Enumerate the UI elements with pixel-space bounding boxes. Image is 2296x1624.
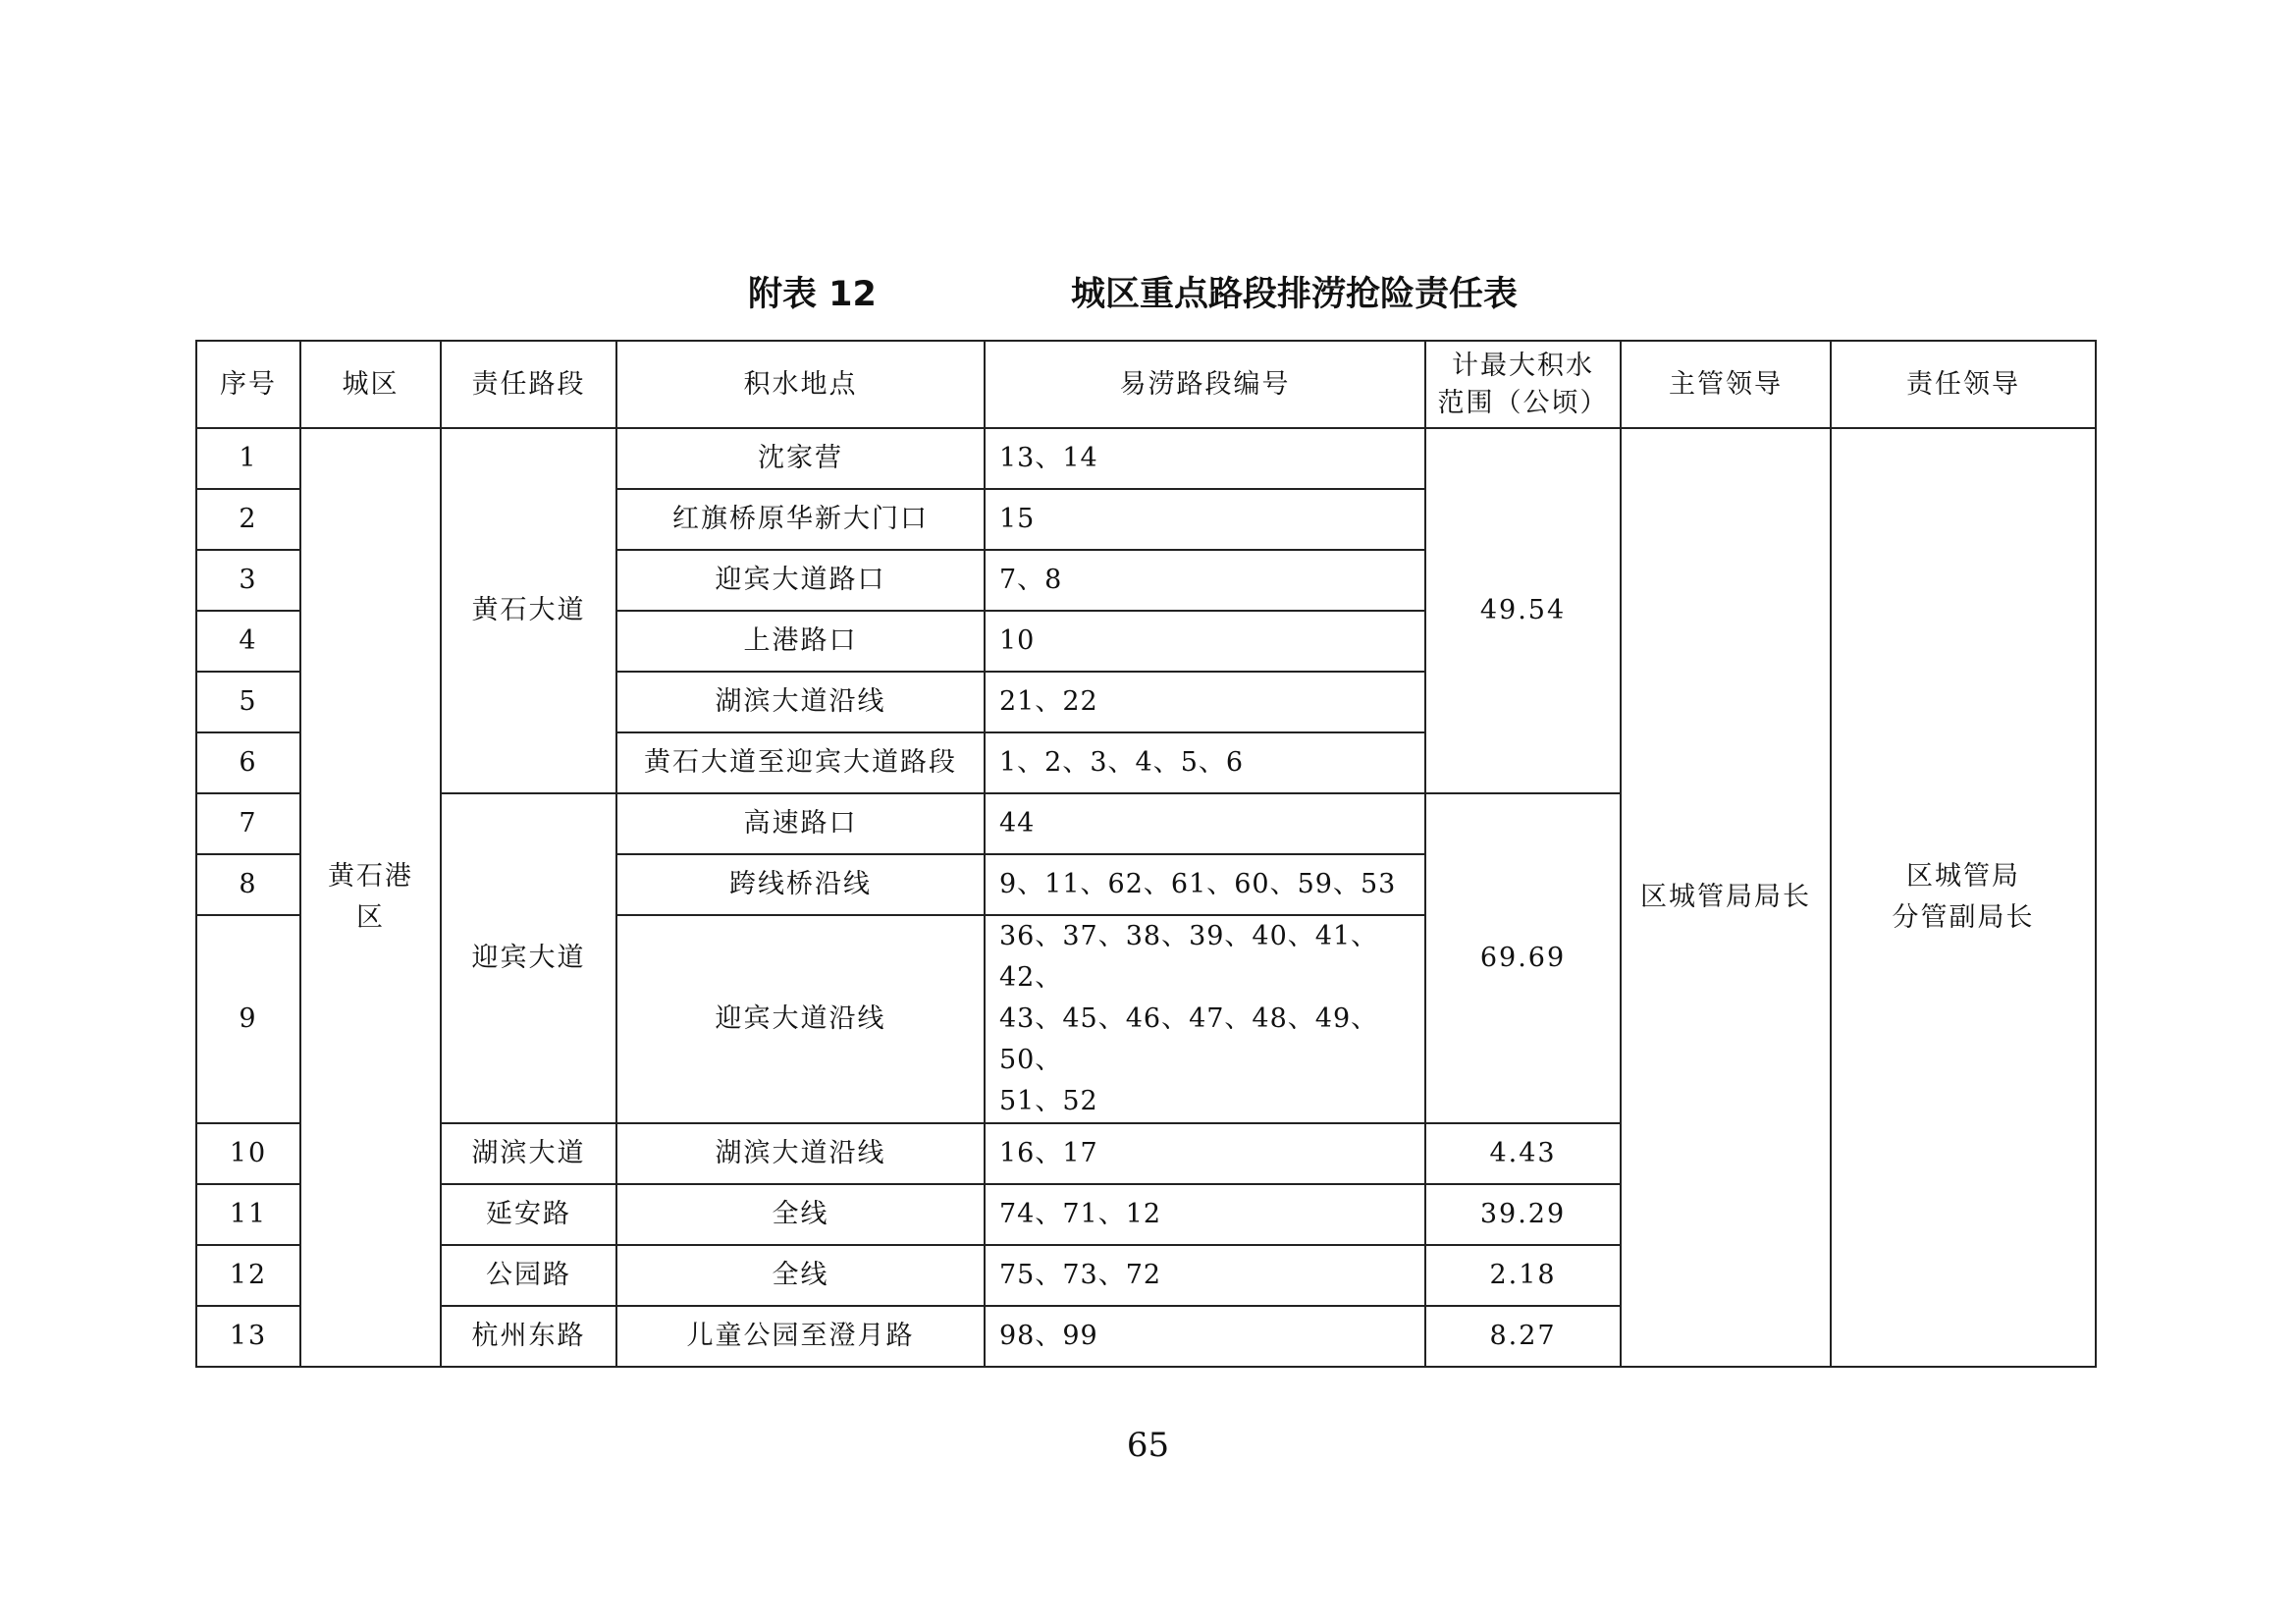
table-row (196, 428, 2096, 489)
road-cell: 黄石大道 (441, 428, 616, 793)
codes-line: 51、52 (999, 1086, 1098, 1116)
responsible-line2: 分管副局长 (1892, 902, 2035, 933)
responsibility-table (195, 340, 2097, 1368)
row-seq: 1 (196, 428, 300, 489)
row-codes: 13、14 (985, 428, 1425, 489)
district-line1: 黄石港 (328, 861, 413, 892)
district-cell (300, 428, 441, 1367)
row-location: 红旗桥原华新大门口 (616, 489, 985, 550)
district-line2: 区 (356, 902, 385, 933)
row-codes: 98、99 (985, 1306, 1425, 1367)
row-location: 迎宾大道沿线 (616, 915, 985, 1123)
area-cell: 2.18 (1425, 1245, 1621, 1306)
header-road: 责任路段 (441, 341, 616, 428)
row-location: 儿童公园至澄月路 (616, 1306, 985, 1367)
row-seq: 13 (196, 1306, 300, 1367)
road-cell: 湖滨大道 (441, 1123, 616, 1184)
header-area (1425, 341, 1621, 428)
road-cell: 杭州东路 (441, 1306, 616, 1367)
row-codes: 9、11、62、61、60、59、53 (985, 854, 1425, 915)
area-cell: 39.29 (1425, 1184, 1621, 1245)
codes-line: 43、45、46、47、48、49、50、 (999, 1003, 1379, 1075)
row-seq: 4 (196, 611, 300, 672)
row-location: 全线 (616, 1245, 985, 1306)
row-location: 跨线桥沿线 (616, 854, 985, 915)
row-codes: 7、8 (985, 550, 1425, 611)
page-number: 65 (1126, 1426, 1170, 1465)
header-district: 城区 (300, 341, 441, 428)
row-location: 湖滨大道沿线 (616, 1123, 985, 1184)
row-location: 上港路口 (616, 611, 985, 672)
table-number: 附表 12 (748, 275, 877, 314)
row-codes: 15 (985, 489, 1425, 550)
row-seq: 11 (196, 1184, 300, 1245)
supervisor-cell: 区城管局局长 (1621, 428, 1831, 1367)
header-codes: 易涝路段编号 (985, 341, 1425, 428)
row-location: 全线 (616, 1184, 985, 1245)
row-seq: 3 (196, 550, 300, 611)
responsible-line1: 区城管局 (1906, 861, 2020, 892)
row-seq: 8 (196, 854, 300, 915)
row-codes: 10 (985, 611, 1425, 672)
header-area-line2: 范围（公顷） (1437, 387, 1609, 418)
row-seq: 2 (196, 489, 300, 550)
row-seq: 5 (196, 672, 300, 732)
header-row (196, 341, 2096, 428)
road-cell: 公园路 (441, 1245, 616, 1306)
codes-line: 36、37、38、39、40、41、42、 (999, 921, 1379, 993)
header-supervisor: 主管领导 (1621, 341, 1831, 428)
row-location: 迎宾大道路口 (616, 550, 985, 611)
area-cell: 69.69 (1425, 793, 1621, 1123)
responsible-cell (1831, 428, 2096, 1367)
row-seq: 6 (196, 732, 300, 793)
area-cell: 49.54 (1425, 428, 1621, 793)
row-seq: 12 (196, 1245, 300, 1306)
road-cell: 迎宾大道 (441, 793, 616, 1123)
row-seq: 10 (196, 1123, 300, 1184)
table-title (0, 265, 2296, 324)
row-codes: 74、71、12 (985, 1184, 1425, 1245)
header-location: 积水地点 (616, 341, 985, 428)
row-codes (985, 915, 1425, 1123)
row-seq: 9 (196, 915, 300, 1123)
row-seq: 7 (196, 793, 300, 854)
row-codes: 21、22 (985, 672, 1425, 732)
header-responsible: 责任领导 (1831, 341, 2096, 428)
area-cell: 4.43 (1425, 1123, 1621, 1184)
area-cell: 8.27 (1425, 1306, 1621, 1367)
row-codes: 1、2、3、4、5、6 (985, 732, 1425, 793)
row-codes: 75、73、72 (985, 1245, 1425, 1306)
table-name: 城区重点路段排涝抢险责任表 (1071, 275, 1519, 314)
row-codes: 16、17 (985, 1123, 1425, 1184)
row-codes: 44 (985, 793, 1425, 854)
road-cell: 延安路 (441, 1184, 616, 1245)
row-location: 高速路口 (616, 793, 985, 854)
row-location: 沈家营 (616, 428, 985, 489)
header-seq: 序号 (196, 341, 300, 428)
row-location: 湖滨大道沿线 (616, 672, 985, 732)
header-area-line1: 计最大积水 (1452, 350, 1594, 381)
row-location: 黄石大道至迎宾大道路段 (616, 732, 985, 793)
